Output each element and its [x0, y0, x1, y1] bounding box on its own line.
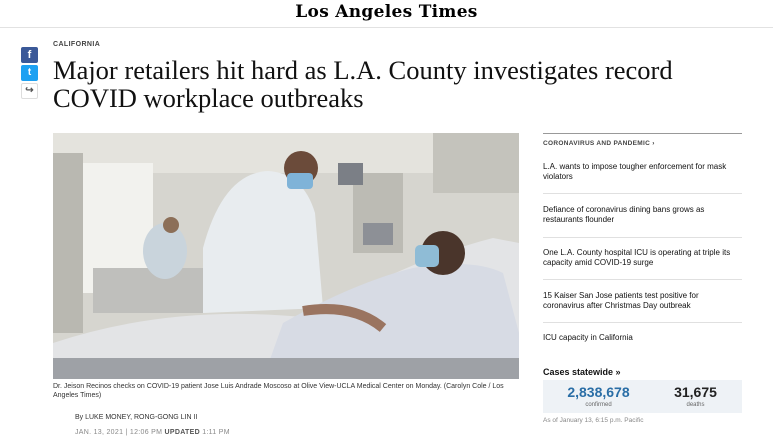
hospital-scene-image: [53, 133, 519, 379]
rail-divider: [543, 237, 742, 238]
rail-divider: [543, 279, 742, 280]
share-icon[interactable]: ↪: [21, 83, 38, 99]
rail-divider: [543, 193, 742, 194]
rail-item[interactable]: One L.A. County hospital ICU is operating at triple its capacity amid COVID-19 surge: [543, 248, 731, 267]
updated-time: 1:11 PM: [202, 429, 230, 436]
facebook-icon[interactable]: f: [21, 47, 38, 63]
related-rail: [543, 133, 742, 342]
deaths-count: 31,675: [674, 384, 717, 400]
article-photo[interactable]: [53, 133, 519, 379]
rail-divider: [543, 322, 742, 323]
byline[interactable]: By LUKE MONEY, RONG-GONG LIN II: [75, 414, 198, 421]
rail-item[interactable]: Defiance of coronavirus dining bans grows as restaurants flounder: [543, 205, 705, 224]
rail-title-text: CORONAVIRUS AND PANDEMIC: [543, 140, 651, 147]
rail-title[interactable]: [543, 140, 742, 147]
article-headline: Major retailers hit hard as L.A. County investigates record COVID workplace outbreaks: [53, 55, 673, 113]
twitter-icon[interactable]: t: [21, 65, 38, 81]
updated-label: UPDATED: [164, 429, 200, 436]
date-separator: |: [125, 429, 128, 436]
photo-caption: Dr. Jeison Recinos checks on COVID-19 patient Jose Luis Andrade Moscoso at Olive View-UCLA Medical Center on Monday. (Carolyn Cole / Los Angeles Times): [53, 383, 504, 399]
section-label[interactable]: CALIFORNIA: [53, 41, 101, 48]
dateline: [75, 429, 230, 436]
publish-time: 12:06 PM: [129, 429, 163, 436]
masthead: [0, 0, 773, 28]
publish-date: JAN. 13, 2021: [75, 429, 124, 436]
deaths-label: deaths: [686, 402, 705, 408]
rail-item[interactable]: ICU capacity in California: [543, 333, 633, 342]
chevron-right-icon: ›: [652, 140, 655, 147]
rail-item[interactable]: L.A. wants to impose tougher enforcement for mask violators: [543, 162, 727, 181]
rail-item[interactable]: 15 Kaiser San Jose patients test positive for coronavirus after Christmas Day outbreak: [543, 291, 699, 310]
confirmed-label: confirmed: [585, 402, 612, 408]
cases-statewide-link[interactable]: Cases statewide »: [543, 367, 621, 377]
cases-panel[interactable]: [543, 380, 742, 413]
cases-as-of: As of January 13, 6:15 p.m. Pacific: [543, 417, 644, 424]
masthead-logo[interactable]: Los Angeles Times: [295, 2, 478, 22]
confirmed-count: 2,838,678: [567, 384, 630, 400]
